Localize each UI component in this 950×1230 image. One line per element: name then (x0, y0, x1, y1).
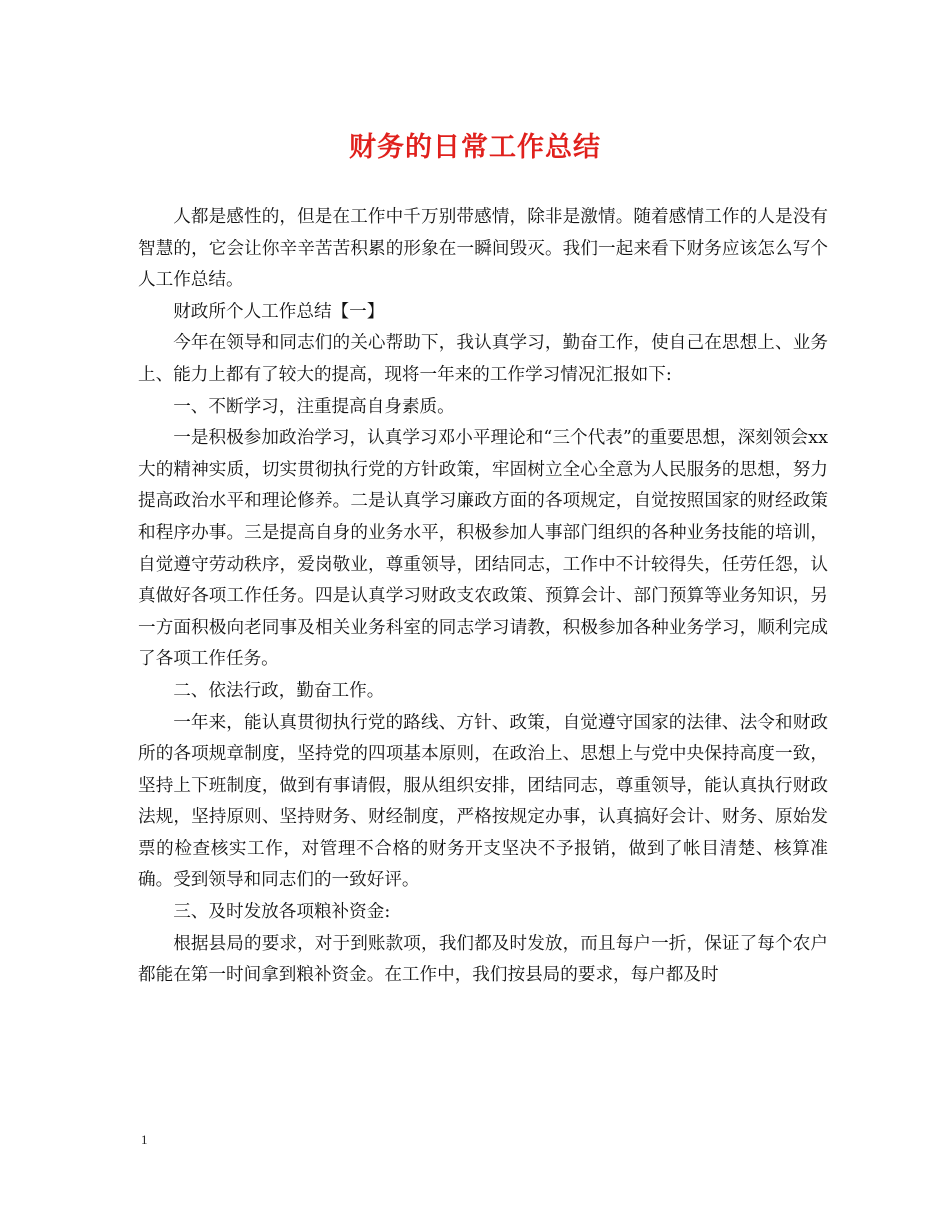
paragraph-heading-3: 三、及时发放各项粮补资金: (173, 902, 391, 923)
document-title: 财务的日常工作总结 (349, 132, 601, 163)
paragraph-subsidy: 根据县局的要求，对于到账款项，我们都及时发放，而且每户一折，保证了每个农户都能在第一时间拿到粮补资金。在工作中，我们按县局的要求，每户都及时 (138, 933, 828, 986)
paragraph-section-heading: 财政所个人工作总结【一】 (173, 301, 385, 322)
paragraph-intro: 人都是感性的，但是在工作中千万别带感情，除非是激情。随着感情工作的人是没有智慧的，它会让你辛辛苦苦积累的形象在一瞬间毁灭。我们一起来看下财务应该怎么写个人工作总结。 (138, 207, 828, 291)
paragraph-heading-2: 二、依法行政，勤奋工作。 (173, 680, 385, 701)
paragraph-work: 一年来，能认真贯彻执行党的路线、方针、政策，自觉遵守国家的法律、法令和财政所的各项规章制度，坚持党的四项基本原则，在政治上、思想上与党中央保持高度一致，坚持上下班制度，做到有事请假，服从组织安排，团结同志，尊重领导，能认真执行财政法规，坚持原则、坚持财务、财经制度，严格按规定办事，认真搞好会计、财务、原始发票的检查核实工作，对管理不合格的财务开支坚决不予报销，做到了帐目清楚、核算准确。受到领导和同志们的一致好评。 (138, 712, 828, 891)
page-number: 1 (141, 1132, 148, 1147)
document-body (138, 202, 828, 992)
paragraph-opening: 今年在领导和同志们的关心帮助下，我认真学习，勤奋工作，使自己在思想上、业务上、能力上都有了较大的提高，现将一年来的工作学习情况汇报如下: (138, 333, 828, 385)
paragraph-study: 一是积极参加政治学习，认真学习邓小平理论和“三个代表”的重要思想，深刻领会xx大的精神实质，切实贯彻执行党的方针政策，牢固树立全心全意为人民服务的思想，努力提高政治水平和理论修养。二是认真学习廉政方面的各项规定，自觉按照国家的财经政策和程序办事。三是提高自身的业务水平，积极参加人事部门组织的各种业务技能的培训，自觉遵守劳动秩序，爱岗敬业，尊重领导，团结同志，工作中不计较得失，任劳任怨，认真做好各项工作任务。四是认真学习财政支农政策、预算会计、部门预算等业务知识，另一方面积极向老同事及相关业务科室的同志学习请教，积极参加各种业务学习，顺利完成了各项工作任务。 (138, 428, 828, 670)
paragraph-heading-1: 一、不断学习，注重提高自身素质。 (173, 396, 455, 417)
